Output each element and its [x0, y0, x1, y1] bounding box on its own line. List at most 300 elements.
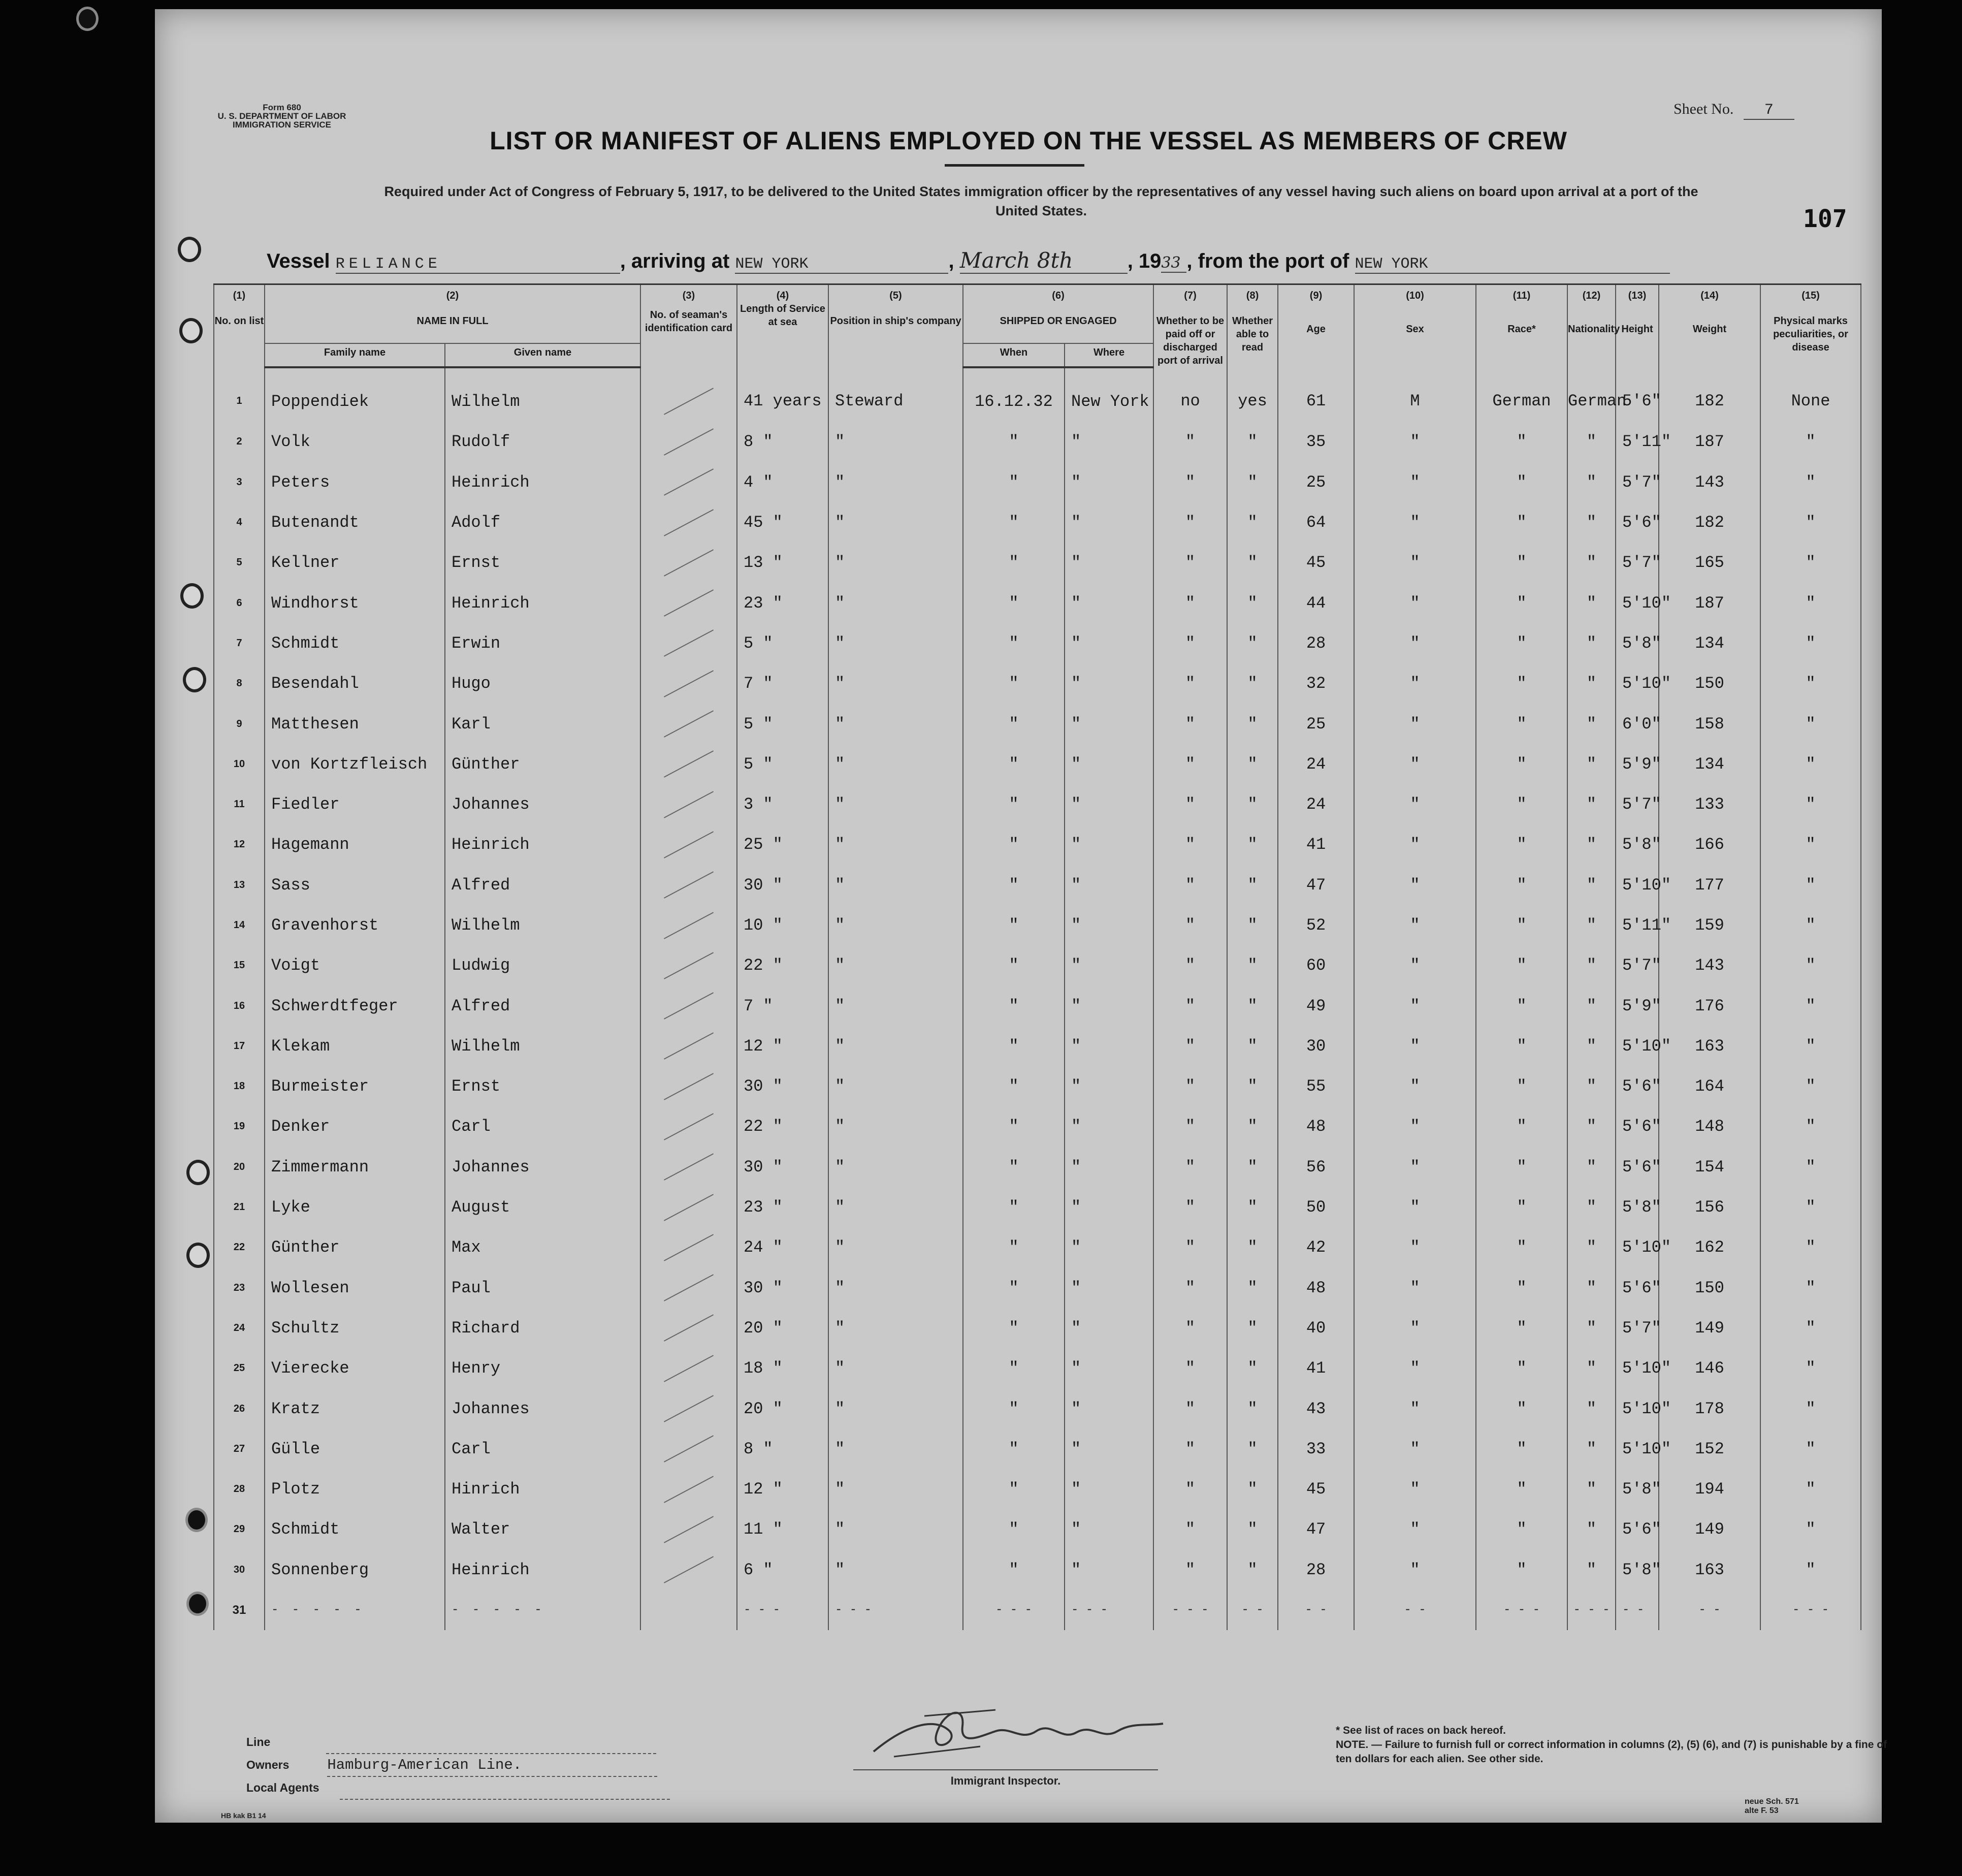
physical-marks: "	[1760, 1106, 1861, 1147]
col-header-when: When	[963, 343, 1065, 367]
position: "	[828, 1469, 963, 1509]
able-to-read: yes	[1227, 367, 1278, 422]
sex: "	[1354, 865, 1476, 905]
physical-marks: "	[1760, 623, 1861, 663]
id-card	[640, 744, 737, 784]
age: 50	[1278, 1187, 1354, 1227]
shipped-when: "	[963, 905, 1065, 945]
physical-marks: "	[1760, 663, 1861, 704]
row-number: 21	[214, 1187, 265, 1227]
sex: "	[1354, 1348, 1476, 1388]
family-name: Sass	[265, 865, 445, 905]
race: "	[1476, 1550, 1567, 1590]
physical-marks: "	[1760, 1348, 1861, 1388]
given-name: Carl	[445, 1106, 640, 1147]
shipped-where: New York	[1065, 367, 1153, 422]
shipped-where: "	[1065, 1187, 1153, 1227]
slash-mark	[664, 1556, 714, 1583]
row-number: 25	[214, 1348, 265, 1388]
id-card	[640, 784, 737, 824]
id-card	[640, 422, 737, 462]
slash-mark	[664, 1355, 714, 1382]
nationality: "	[1567, 543, 1616, 583]
given-name: Heinrich	[445, 824, 640, 865]
given-name: Ernst	[445, 1066, 640, 1106]
slash-mark	[664, 791, 714, 818]
weight: 164	[1659, 1066, 1760, 1106]
given-name: Richard	[445, 1308, 640, 1348]
service-length: 45 "	[737, 502, 828, 543]
slash-mark	[664, 670, 714, 697]
family-name: Windhorst	[265, 583, 445, 623]
paid-off: "	[1153, 1268, 1227, 1308]
from-port: NEW YORK	[1355, 256, 1670, 274]
shipped-when: "	[963, 502, 1065, 543]
physical-marks: "	[1760, 1187, 1861, 1227]
race: "	[1476, 1026, 1567, 1066]
col-header-service: (4) Length of Service at sea	[737, 284, 828, 368]
row-number: 14	[214, 905, 265, 945]
family-name: Fiedler	[265, 784, 445, 824]
age: 24	[1278, 744, 1354, 784]
from-label: , from the port of	[1186, 250, 1349, 272]
age: 41	[1278, 1348, 1354, 1388]
sex: "	[1354, 704, 1476, 744]
age: 47	[1278, 865, 1354, 905]
sex: "	[1354, 824, 1476, 865]
given-name: Heinrich	[445, 462, 640, 502]
given-name: Heinrich	[445, 1550, 640, 1590]
sex: "	[1354, 462, 1476, 502]
paid-off: "	[1153, 945, 1227, 985]
weight: 154	[1659, 1147, 1760, 1187]
shipped-where: "	[1065, 663, 1153, 704]
department-name: U. S. DEPARTMENT OF LABOR	[217, 111, 346, 121]
position: "	[828, 583, 963, 623]
row-number: 4	[214, 502, 265, 543]
service-length: 11 "	[737, 1509, 828, 1549]
family-name: Günther	[265, 1227, 445, 1267]
age: 30	[1278, 1026, 1354, 1066]
row-number: 12	[214, 824, 265, 865]
row-number: 20	[214, 1147, 265, 1187]
given-name: Hinrich	[445, 1469, 640, 1509]
row-number: 29	[214, 1509, 265, 1549]
owners-field: Hamburg-American Line.	[327, 1755, 657, 1777]
family-name: Poppendiek	[265, 367, 445, 422]
given-name: Wilhelm	[445, 367, 640, 422]
service-length: 25 "	[737, 824, 828, 865]
height: 5'6"	[1616, 1509, 1659, 1549]
id-card	[640, 945, 737, 985]
paid-off: "	[1153, 1147, 1227, 1187]
age: 43	[1278, 1388, 1354, 1428]
paid-off: "	[1153, 583, 1227, 623]
age: 64	[1278, 502, 1354, 543]
crew-manifest-table	[213, 283, 1861, 1630]
document-subtitle: Required under Act of Congress of February 5, 1917, to be delivered to the United States immigration officer by the representatives of any vessel having such aliens on board upon arrival at a port of the United States.	[384, 184, 1698, 218]
family-name: Butenandt	[265, 502, 445, 543]
age: 28	[1278, 623, 1354, 663]
able-to-read: "	[1227, 1550, 1278, 1590]
race: "	[1476, 1509, 1567, 1549]
paid-off: "	[1153, 704, 1227, 744]
position: "	[828, 905, 963, 945]
slash-mark	[664, 751, 714, 778]
page-number: 107	[1803, 205, 1847, 233]
nationality: "	[1567, 623, 1616, 663]
able-to-read: "	[1227, 1348, 1278, 1388]
able-to-read: "	[1227, 1187, 1278, 1227]
paid-off: "	[1153, 865, 1227, 905]
row-number: 24	[214, 1308, 265, 1348]
weight: 162	[1659, 1227, 1760, 1267]
table-row	[214, 1268, 1861, 1308]
id-card	[640, 462, 737, 502]
nationality: "	[1567, 1227, 1616, 1267]
given-name: Wilhelm	[445, 905, 640, 945]
row-number: 11	[214, 784, 265, 824]
age: 55	[1278, 1066, 1354, 1106]
table-row	[214, 1106, 1861, 1147]
shipped-when: "	[963, 704, 1065, 744]
given-name: Hugo	[445, 663, 640, 704]
row-number: 2	[214, 422, 265, 462]
family-name: Gülle	[265, 1429, 445, 1469]
service-length: 12 "	[737, 1026, 828, 1066]
given-name: Johannes	[445, 784, 640, 824]
physical-marks: "	[1760, 1147, 1861, 1187]
penalty-note: NOTE. — Failure to furnish full or correct information in columns (2), (5) (6), and (7) is punishable by a fine of ten dollars for each alien. See other side.	[1336, 1739, 1887, 1765]
col-header-position: (5) Position in ship's company	[828, 284, 963, 368]
position: Steward	[828, 367, 963, 422]
col-header-id-card: (3) No. of seaman's identification card	[640, 284, 737, 368]
paid-off: "	[1153, 1227, 1227, 1267]
slash-mark	[664, 871, 714, 898]
given-name: Henry	[445, 1348, 640, 1388]
shipped-when: "	[963, 1187, 1065, 1227]
weight: 133	[1659, 784, 1760, 824]
weight: 176	[1659, 985, 1760, 1026]
id-card	[640, 1550, 737, 1590]
paid-off: "	[1153, 502, 1227, 543]
id-card	[640, 543, 737, 583]
id-card	[640, 1469, 737, 1509]
sex: M	[1354, 367, 1476, 422]
row-number: 16	[214, 985, 265, 1026]
row-number: 28	[214, 1469, 265, 1509]
table-row	[214, 367, 1861, 422]
able-to-read: "	[1227, 1066, 1278, 1106]
nationality: "	[1567, 704, 1616, 744]
able-to-read: "	[1227, 905, 1278, 945]
weight: 177	[1659, 865, 1760, 905]
height: 5'8"	[1616, 1187, 1659, 1227]
shipped-when: "	[963, 784, 1065, 824]
weight: 187	[1659, 583, 1760, 623]
col-header-where: Where	[1065, 343, 1153, 367]
shipped-when: "	[963, 543, 1065, 583]
race: "	[1476, 1066, 1567, 1106]
slash-mark	[664, 1476, 714, 1503]
height: 5'10"	[1616, 663, 1659, 704]
given-name: Johannes	[445, 1388, 640, 1428]
physical-marks: "	[1760, 1026, 1861, 1066]
sex: "	[1354, 1066, 1476, 1106]
able-to-read: "	[1227, 1227, 1278, 1267]
service-length: 5 "	[737, 704, 828, 744]
id-card	[640, 1026, 737, 1066]
row-number: 31	[214, 1590, 265, 1630]
slash-mark	[664, 1113, 714, 1140]
row-number: 22	[214, 1227, 265, 1267]
nationality: "	[1567, 663, 1616, 704]
col-header-read: (8) Whether able to read	[1227, 284, 1278, 368]
sex: "	[1354, 1308, 1476, 1348]
age: 61	[1278, 367, 1354, 422]
slash-mark	[664, 710, 714, 737]
paid-off: "	[1153, 1469, 1227, 1509]
physical-marks: "	[1760, 1550, 1861, 1590]
paid-off: "	[1153, 1509, 1227, 1549]
col-header-sex: (10) Sex	[1354, 284, 1476, 368]
table-row	[214, 1066, 1861, 1106]
table-row	[214, 1590, 1861, 1630]
table-row	[214, 1147, 1861, 1187]
sex: "	[1354, 945, 1476, 985]
row-number: 26	[214, 1388, 265, 1428]
family-name: von Kortzfleisch	[265, 744, 445, 784]
position: "	[828, 704, 963, 744]
weight: 152	[1659, 1429, 1760, 1469]
row-number: 17	[214, 1026, 265, 1066]
id-card	[640, 824, 737, 865]
table-row	[214, 744, 1861, 784]
given-name: Max	[445, 1227, 640, 1267]
age: 47	[1278, 1509, 1354, 1549]
paid-off: "	[1153, 985, 1227, 1026]
age: 33	[1278, 1429, 1354, 1469]
physical-marks: "	[1760, 583, 1861, 623]
slash-mark	[664, 1194, 714, 1221]
position: "	[828, 623, 963, 663]
position: "	[828, 1106, 963, 1147]
race: "	[1476, 1147, 1567, 1187]
table-row	[214, 704, 1861, 744]
age: 24	[1278, 784, 1354, 824]
sex: "	[1354, 1469, 1476, 1509]
binder-hole	[179, 318, 203, 343]
height: 5'11"	[1616, 422, 1659, 462]
weight: 194	[1659, 1469, 1760, 1509]
age: 56	[1278, 1147, 1354, 1187]
given-name: Günther	[445, 744, 640, 784]
race: "	[1476, 704, 1567, 744]
shipped-where: "	[1065, 1429, 1153, 1469]
given-name: Erwin	[445, 623, 640, 663]
service-length: 7 "	[737, 663, 828, 704]
able-to-read: "	[1227, 1308, 1278, 1348]
sex: "	[1354, 1026, 1476, 1066]
agents-label: Local Agents	[246, 1781, 319, 1794]
row-number: 27	[214, 1429, 265, 1469]
paid-off: "	[1153, 1187, 1227, 1227]
slash-mark	[664, 1033, 714, 1060]
col-header-nationality: (12) Nationality	[1567, 284, 1616, 368]
shipped-when: "	[963, 1106, 1065, 1147]
service-length: 8 "	[737, 422, 828, 462]
given-name: Heinrich	[445, 583, 640, 623]
given-name: Adolf	[445, 502, 640, 543]
nationality: German	[1567, 367, 1616, 422]
weight: 156	[1659, 1187, 1760, 1227]
shipped-when: "	[963, 1227, 1065, 1267]
shipped-when: "	[963, 1429, 1065, 1469]
service-length: 5 "	[737, 623, 828, 663]
id-card	[640, 1348, 737, 1388]
nationality: "	[1567, 1509, 1616, 1549]
table-row	[214, 502, 1861, 543]
shipped-where: "	[1065, 1388, 1153, 1428]
slash-mark	[664, 1516, 714, 1543]
binder-hole	[186, 1160, 210, 1185]
age: 42	[1278, 1227, 1354, 1267]
weight: 143	[1659, 945, 1760, 985]
height: 5'10"	[1616, 1348, 1659, 1388]
sex: "	[1354, 543, 1476, 583]
family-name: Volk	[265, 422, 445, 462]
arriving-label: , arriving at	[620, 250, 730, 272]
position: "	[828, 1187, 963, 1227]
nationality: "	[1567, 583, 1616, 623]
slash-mark	[664, 1274, 714, 1301]
height: 5'8"	[1616, 623, 1659, 663]
table-row	[214, 865, 1861, 905]
shipped-when: "	[963, 1469, 1065, 1509]
nationality: "	[1567, 1187, 1616, 1227]
able-to-read: "	[1227, 1268, 1278, 1308]
family-name: Plotz	[265, 1469, 445, 1509]
sex: "	[1354, 1147, 1476, 1187]
given-name: Alfred	[445, 865, 640, 905]
col-header-age: (9) Age	[1278, 284, 1354, 368]
position: "	[828, 543, 963, 583]
family-name: Kellner	[265, 543, 445, 583]
sex: "	[1354, 784, 1476, 824]
shipped-where: "	[1065, 1147, 1153, 1187]
weight: 182	[1659, 367, 1760, 422]
race: German	[1476, 367, 1567, 422]
table-row	[214, 462, 1861, 502]
able-to-read: "	[1227, 784, 1278, 824]
position: "	[828, 1348, 963, 1388]
paid-off: "	[1153, 1348, 1227, 1388]
nationality: "	[1567, 784, 1616, 824]
age: 40	[1278, 1308, 1354, 1348]
position: "	[828, 784, 963, 824]
table-row	[214, 1469, 1861, 1509]
service-length: 20 "	[737, 1308, 828, 1348]
arrival-year: 33	[1161, 254, 1186, 273]
service-name: IMMIGRATION SERVICE	[233, 120, 331, 130]
service-length: 30 "	[737, 865, 828, 905]
position: "	[828, 502, 963, 543]
slash-mark	[664, 428, 714, 455]
able-to-read: "	[1227, 744, 1278, 784]
shipped-where: "	[1065, 462, 1153, 502]
slash-mark	[664, 1436, 714, 1462]
age: 48	[1278, 1106, 1354, 1147]
sex: "	[1354, 1509, 1476, 1549]
title-underline	[945, 164, 1084, 167]
paid-off: "	[1153, 1388, 1227, 1428]
service-length: 10 "	[737, 905, 828, 945]
row-number: 23	[214, 1268, 265, 1308]
service-length: 23 "	[737, 583, 828, 623]
family-name: Vierecke	[265, 1348, 445, 1388]
given-name: Ludwig	[445, 945, 640, 985]
position: "	[828, 1026, 963, 1066]
sex: "	[1354, 1187, 1476, 1227]
shipped-when: "	[963, 824, 1065, 865]
height: 5'10"	[1616, 1026, 1659, 1066]
line-field	[326, 1732, 656, 1754]
slash-mark	[664, 469, 714, 496]
shipped-where: "	[1065, 623, 1153, 663]
position: "	[828, 1066, 963, 1106]
race: "	[1476, 1388, 1567, 1428]
weight: 163	[1659, 1550, 1760, 1590]
nationality: "	[1567, 422, 1616, 462]
id-card	[640, 1268, 737, 1308]
binder-hole	[178, 237, 201, 262]
id-card	[640, 1308, 737, 1348]
height: 5'10"	[1616, 1227, 1659, 1267]
position: "	[828, 945, 963, 985]
position: "	[828, 744, 963, 784]
service-length: 23 "	[737, 1187, 828, 1227]
id-card	[640, 1066, 737, 1106]
service-length: 30 "	[737, 1268, 828, 1308]
family-name: Sonnenberg	[265, 1550, 445, 1590]
shipped-where: "	[1065, 1550, 1153, 1590]
row-number: 19	[214, 1106, 265, 1147]
shipped-where: "	[1065, 1509, 1153, 1549]
service-length: 22 "	[737, 1106, 828, 1147]
weight: 134	[1659, 744, 1760, 784]
arriving-port: NEW YORK	[735, 256, 948, 274]
weight: 187	[1659, 422, 1760, 462]
paid-off: "	[1153, 543, 1227, 583]
binder-hole	[186, 1243, 210, 1268]
race: "	[1476, 744, 1567, 784]
height: 5'8"	[1616, 1469, 1659, 1509]
table-row	[214, 1026, 1861, 1066]
race: "	[1476, 1348, 1567, 1388]
weight: 143	[1659, 462, 1760, 502]
age: 28	[1278, 1550, 1354, 1590]
nationality: "	[1567, 1106, 1616, 1147]
weight: 149	[1659, 1509, 1760, 1549]
given-name: Wilhelm	[445, 1026, 640, 1066]
binder-hole	[180, 583, 204, 609]
weight: 166	[1659, 824, 1760, 865]
service-length: 4 "	[737, 462, 828, 502]
document-title: LIST OR MANIFEST OF ALIENS EMPLOYED ON THE VESSEL AS MEMBERS OF CREW	[490, 126, 1567, 155]
age: 25	[1278, 704, 1354, 744]
position: "	[828, 1509, 963, 1549]
nationality: "	[1567, 1268, 1616, 1308]
